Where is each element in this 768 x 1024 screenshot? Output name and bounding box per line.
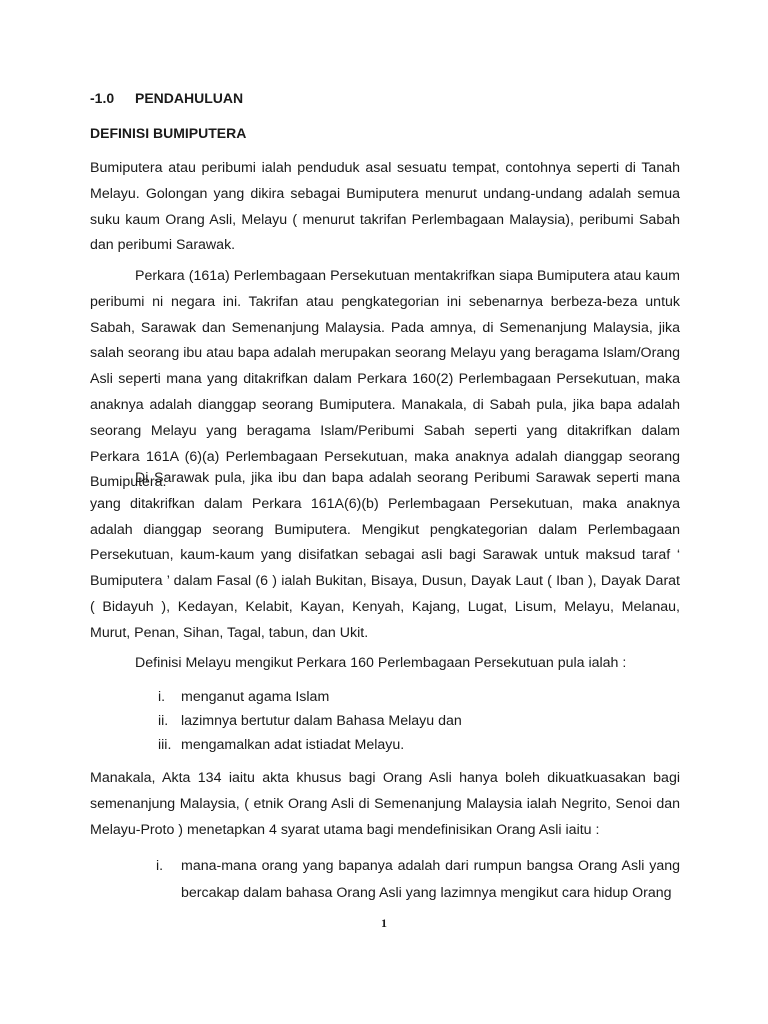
- list-item-text: lazimnya bertutur dalam Bahasa Melayu dan: [181, 713, 462, 729]
- paragraph-bumiputera-definition: Bumiputera atau peribumi ialah penduduk asal sesuatu tempat, contohnya seperti di Tanah Melayu. Golongan yang dikira sebagai Bumiputera menurut undang-undang adalah semua suku kaum Orang Asli, Melayu ( menurut takrifan Perlembagaan Malaysia), peribumi Sabah dan peribumi Sarawak.: [90, 160, 680, 254]
- list-item: [158, 733, 462, 757]
- list-item: [158, 709, 462, 733]
- paragraph-sarawak: Di Sarawak pula, jika ibu dan bapa adalah seorang Peribumi Sarawak seperti mana yang ditakrifkan dalam Perkara 161A(6)(b) Perlembagaan Persekutuan, maka anaknya adalah dianggap seorang Bumiputera. Mengikut pengkategorian dalam Perlembagaan Persekutuan, kaum-kaum yang disifatkan sebagai asli bagi Sarawak untuk maksud taraf ‘ Bumiputera ’ dalam Fasal (6 ) ialah Bukitan, Bisaya, Dusun, Dayak Laut ( Iban ), Dayak Darat ( Bidayuh ), Kedayan, Kelabit, Kayan, Kenyah, Kajang, Lugat, Lisum, Melayu, Melanau, Murut, Penan, Sihan, Tagal, tabun, dan Ukit.: [90, 470, 680, 641]
- list-item-text: mengamalkan adat istiadat Melayu.: [181, 737, 405, 753]
- list-item: [156, 853, 680, 907]
- list-item-text: mana-mana orang yang bapanya adalah dari rumpun bangsa Orang Asli yang bercakap dalam bahasa Orang Asli yang lazimnya mengikut cara hidup Orang: [181, 858, 680, 901]
- paragraph-perkara-161a: Perkara (161a) Perlembagaan Persekutuan mentakrifkan siapa Bumiputera atau kaum peribumi ni negara ini. Takrifan atau pengkategorian ini sebenarnya berbeza-beza untuk Sabah, Sarawak dan Semenanjung Malaysia. Pada amnya, di Semenanjung Malaysia, jika salah seorang ibu atau bapa adalah merupakan seorang Melayu yang beragama Islam/Orang Asli seperti mana yang ditakrifkan dalam Perkara 160(2) Perlembagaan Persekutuan, maka anaknya adalah dianggap seorang Bumiputera. Manakala, di Sabah pula, jika bapa adalah seorang Melayu yang beragama Islam/Peribumi Sabah seperti yang ditakrifkan dalam Perkara 161A (6)(a) Perlembagaan Persekutuan, maka anaknya adalah dianggap seorang Bumiputera.: [90, 268, 680, 491]
- subheading: DEFINISI BUMIPUTERA: [90, 125, 247, 141]
- orang-asli-criteria-list: [156, 853, 680, 907]
- melayu-definition-intro: Definisi Melayu mengikut Perkara 160 Perlembagaan Persekutuan pula ialah :: [135, 655, 627, 671]
- section-title: PENDAHULUAN: [135, 90, 244, 106]
- list-marker: i.: [156, 858, 164, 874]
- list-marker: iii.: [158, 737, 172, 753]
- list-marker: ii.: [158, 713, 169, 729]
- list-item: [158, 685, 462, 709]
- section-heading: [90, 89, 243, 107]
- paragraph-orang-asli: Manakala, Akta 134 iaitu akta khusus bagi Orang Asli hanya boleh dikuatkuasakan bagi semenanjung Malaysia, ( etnik Orang Asli di Semenanjung Malaysia ialah Negrito, Senoi dan Melayu-Proto ) menetapkan 4 syarat utama bagi mendefinisikan Orang Asli iaitu :: [90, 770, 680, 838]
- section-number: -1.0: [90, 90, 115, 106]
- list-item-text: menganut agama Islam: [181, 689, 330, 705]
- list-marker: i.: [158, 689, 166, 705]
- page-number: 1: [381, 916, 387, 930]
- melayu-criteria-list: [158, 685, 462, 757]
